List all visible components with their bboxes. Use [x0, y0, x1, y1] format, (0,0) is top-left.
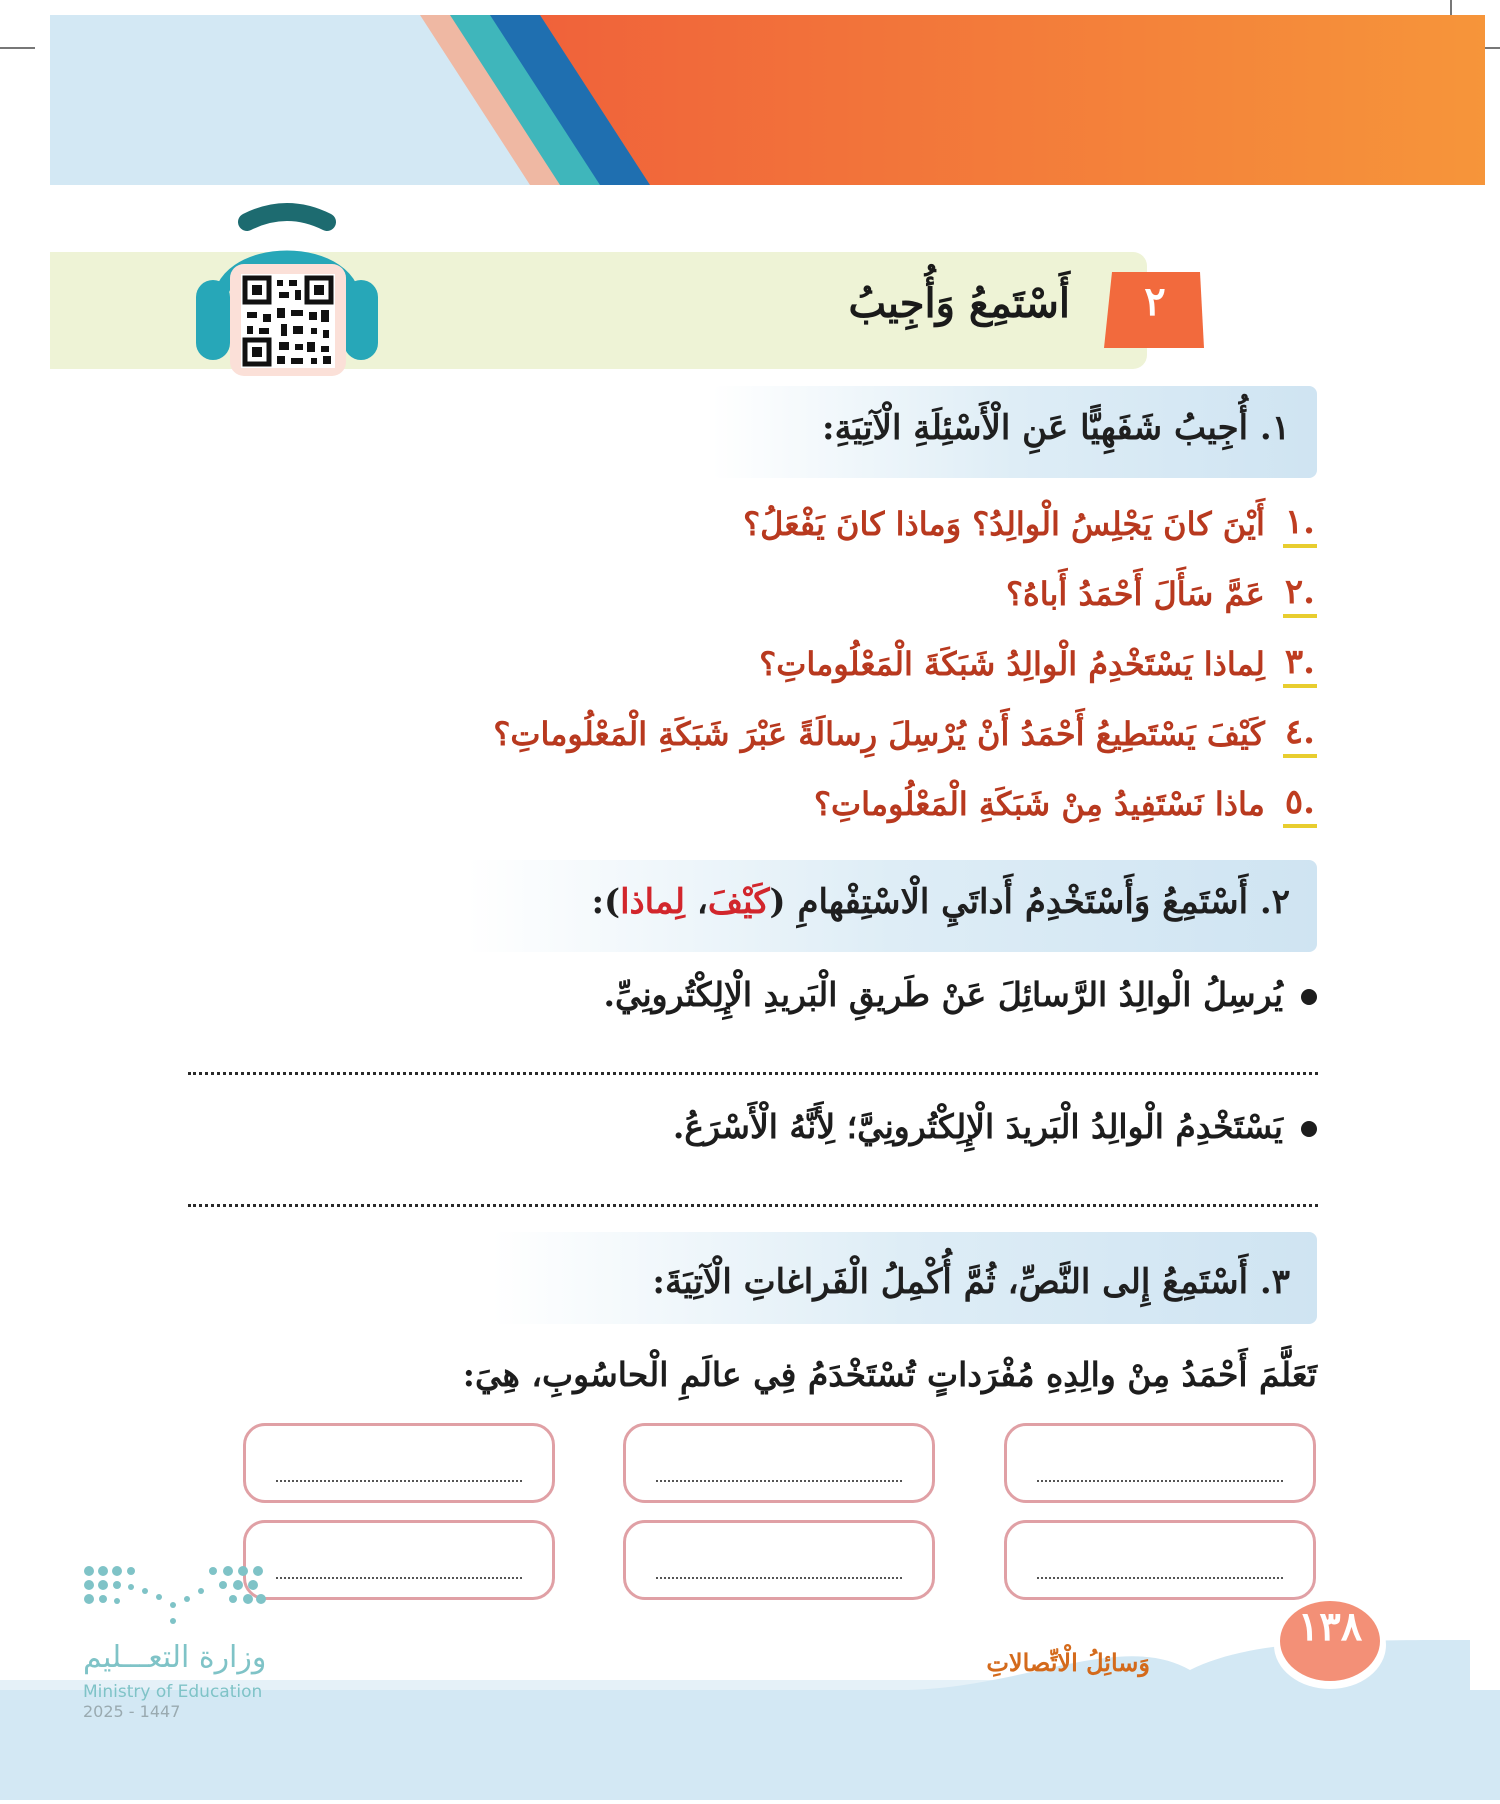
oral-question-text: كَيْفَ يَسْتَطِيعُ أَحْمَدُ أَنْ يُرْسِلَ رِسالَةً عَبْرَ شَبَكَةِ الْمَعْلُوماتِ؟ — [493, 715, 1265, 753]
page-number: ١٣٨ — [1297, 1603, 1363, 1650]
keyword-separator: ، — [685, 882, 708, 922]
blank-dots — [1037, 1480, 1283, 1482]
ministry-year: 2025 - 1447 — [83, 1702, 181, 1721]
statement-1 — [603, 975, 1317, 1014]
answer-line-1[interactable] — [188, 1072, 1318, 1075]
oral-question-1 — [743, 496, 1317, 552]
blank-box-1[interactable] — [1004, 1423, 1316, 1503]
keyword-limatha: لِماذا — [620, 882, 686, 922]
blank-dots — [276, 1480, 522, 1482]
crop-mark — [0, 47, 35, 49]
oral-question-2 — [1006, 566, 1317, 622]
blank-box-3[interactable] — [243, 1423, 555, 1503]
keyword-kayfa: كَيْفَ — [707, 882, 770, 922]
oral-question-5 — [814, 776, 1317, 832]
qr-code-icon[interactable] — [241, 274, 335, 368]
headphones-icon[interactable] — [192, 200, 382, 380]
oral-question-number: ٥. — [1283, 780, 1317, 828]
blank-box-5[interactable] — [623, 1520, 935, 1600]
statement-text: يَسْتَخْدِمُ الْوالِدُ الْبَريدَ الْإِلِكْتُرونِيَّ؛ لِأَنَّهُ الْأَسْرَعُ. — [672, 1107, 1283, 1146]
section-title: أَسْتَمِعُ وَأُجِيبُ — [848, 280, 1070, 327]
question-2-header-text: ٢. أَسْتَمِعُ وَأَسْتَخْدِمُ أَداتَيِ الْاسْتِفْهامِ ( — [769, 882, 1290, 922]
oral-question-number: ٣. — [1283, 640, 1317, 688]
top-banner — [50, 15, 1485, 185]
oral-question-4 — [493, 706, 1317, 762]
oral-question-number: ٢. — [1283, 570, 1317, 618]
blank-dots — [276, 1577, 522, 1579]
statement-2 — [673, 1107, 1317, 1146]
blank-box-6[interactable] — [243, 1520, 555, 1600]
blank-dots — [656, 1577, 902, 1579]
oral-question-number: ٤. — [1283, 710, 1317, 758]
oral-question-number: ١. — [1283, 500, 1317, 548]
question-2-header-end: ): — [591, 882, 621, 922]
ministry-name-english: Ministry of Education — [83, 1682, 263, 1702]
oral-question-text: ماذا نَسْتَفِيدُ مِنْ شَبَكَةِ الْمَعْلُوماتِ؟ — [814, 785, 1265, 823]
oral-question-text: لِماذا يَسْتَخْدِمُ الْوالِدُ شَبَكَةَ الْمَعْلُوماتِ؟ — [759, 645, 1265, 683]
blank-box-4[interactable] — [1004, 1520, 1316, 1600]
section-number-badge — [1104, 270, 1206, 350]
ministry-name-arabic: وزارة التعـــليم — [83, 1640, 267, 1675]
blank-dots — [1037, 1577, 1283, 1579]
oral-question-text: عَمَّ سَأَلَ أَحْمَدُ أَباهُ؟ — [1006, 575, 1265, 613]
oral-question-3 — [759, 636, 1317, 692]
answer-line-2[interactable] — [188, 1204, 1318, 1207]
section-number: ٢ — [1144, 278, 1166, 325]
blank-box-2[interactable] — [623, 1423, 935, 1503]
statement-text: يُرسِلُ الْوالِدُ الرَّسائِلَ عَنْ طَريقِ الْبَريدِ الْإِلِكْتُرونِيِّ. — [603, 975, 1283, 1014]
oral-question-text: أَيْنَ كانَ يَجْلِسُ الْوالِدُ؟ وَماذا كانَ يَفْعَلُ؟ — [743, 505, 1265, 543]
unit-title: وَسائِلُ الْاتِّصالاتِ — [986, 1648, 1150, 1677]
question-3-header: ٣. أَسْتَمِعُ إِلى النَّصِّ، ثُمَّ أُكْمِلُ الْفَراغاتِ الْآتِيَةَ: — [652, 1262, 1290, 1302]
bullet-icon — [1301, 1121, 1317, 1137]
bullet-icon — [1301, 989, 1317, 1005]
question-1-header: ١. أُجِيبُ شَفَهِيًّا عَنِ الْأَسْئِلَةِ الْآتِيَةِ: — [822, 408, 1290, 448]
blank-dots — [656, 1480, 902, 1482]
question-2-header — [591, 882, 1290, 922]
blanks-prompt: تَعَلَّمَ أَحْمَدُ مِنْ والِدِهِ مُفْرَداتٍ تُسْتَخْدَمُ فِي عالَمِ الْحاسُوبِ، هِيَ: — [462, 1355, 1317, 1394]
ministry-logo-icon — [83, 1565, 268, 1633]
